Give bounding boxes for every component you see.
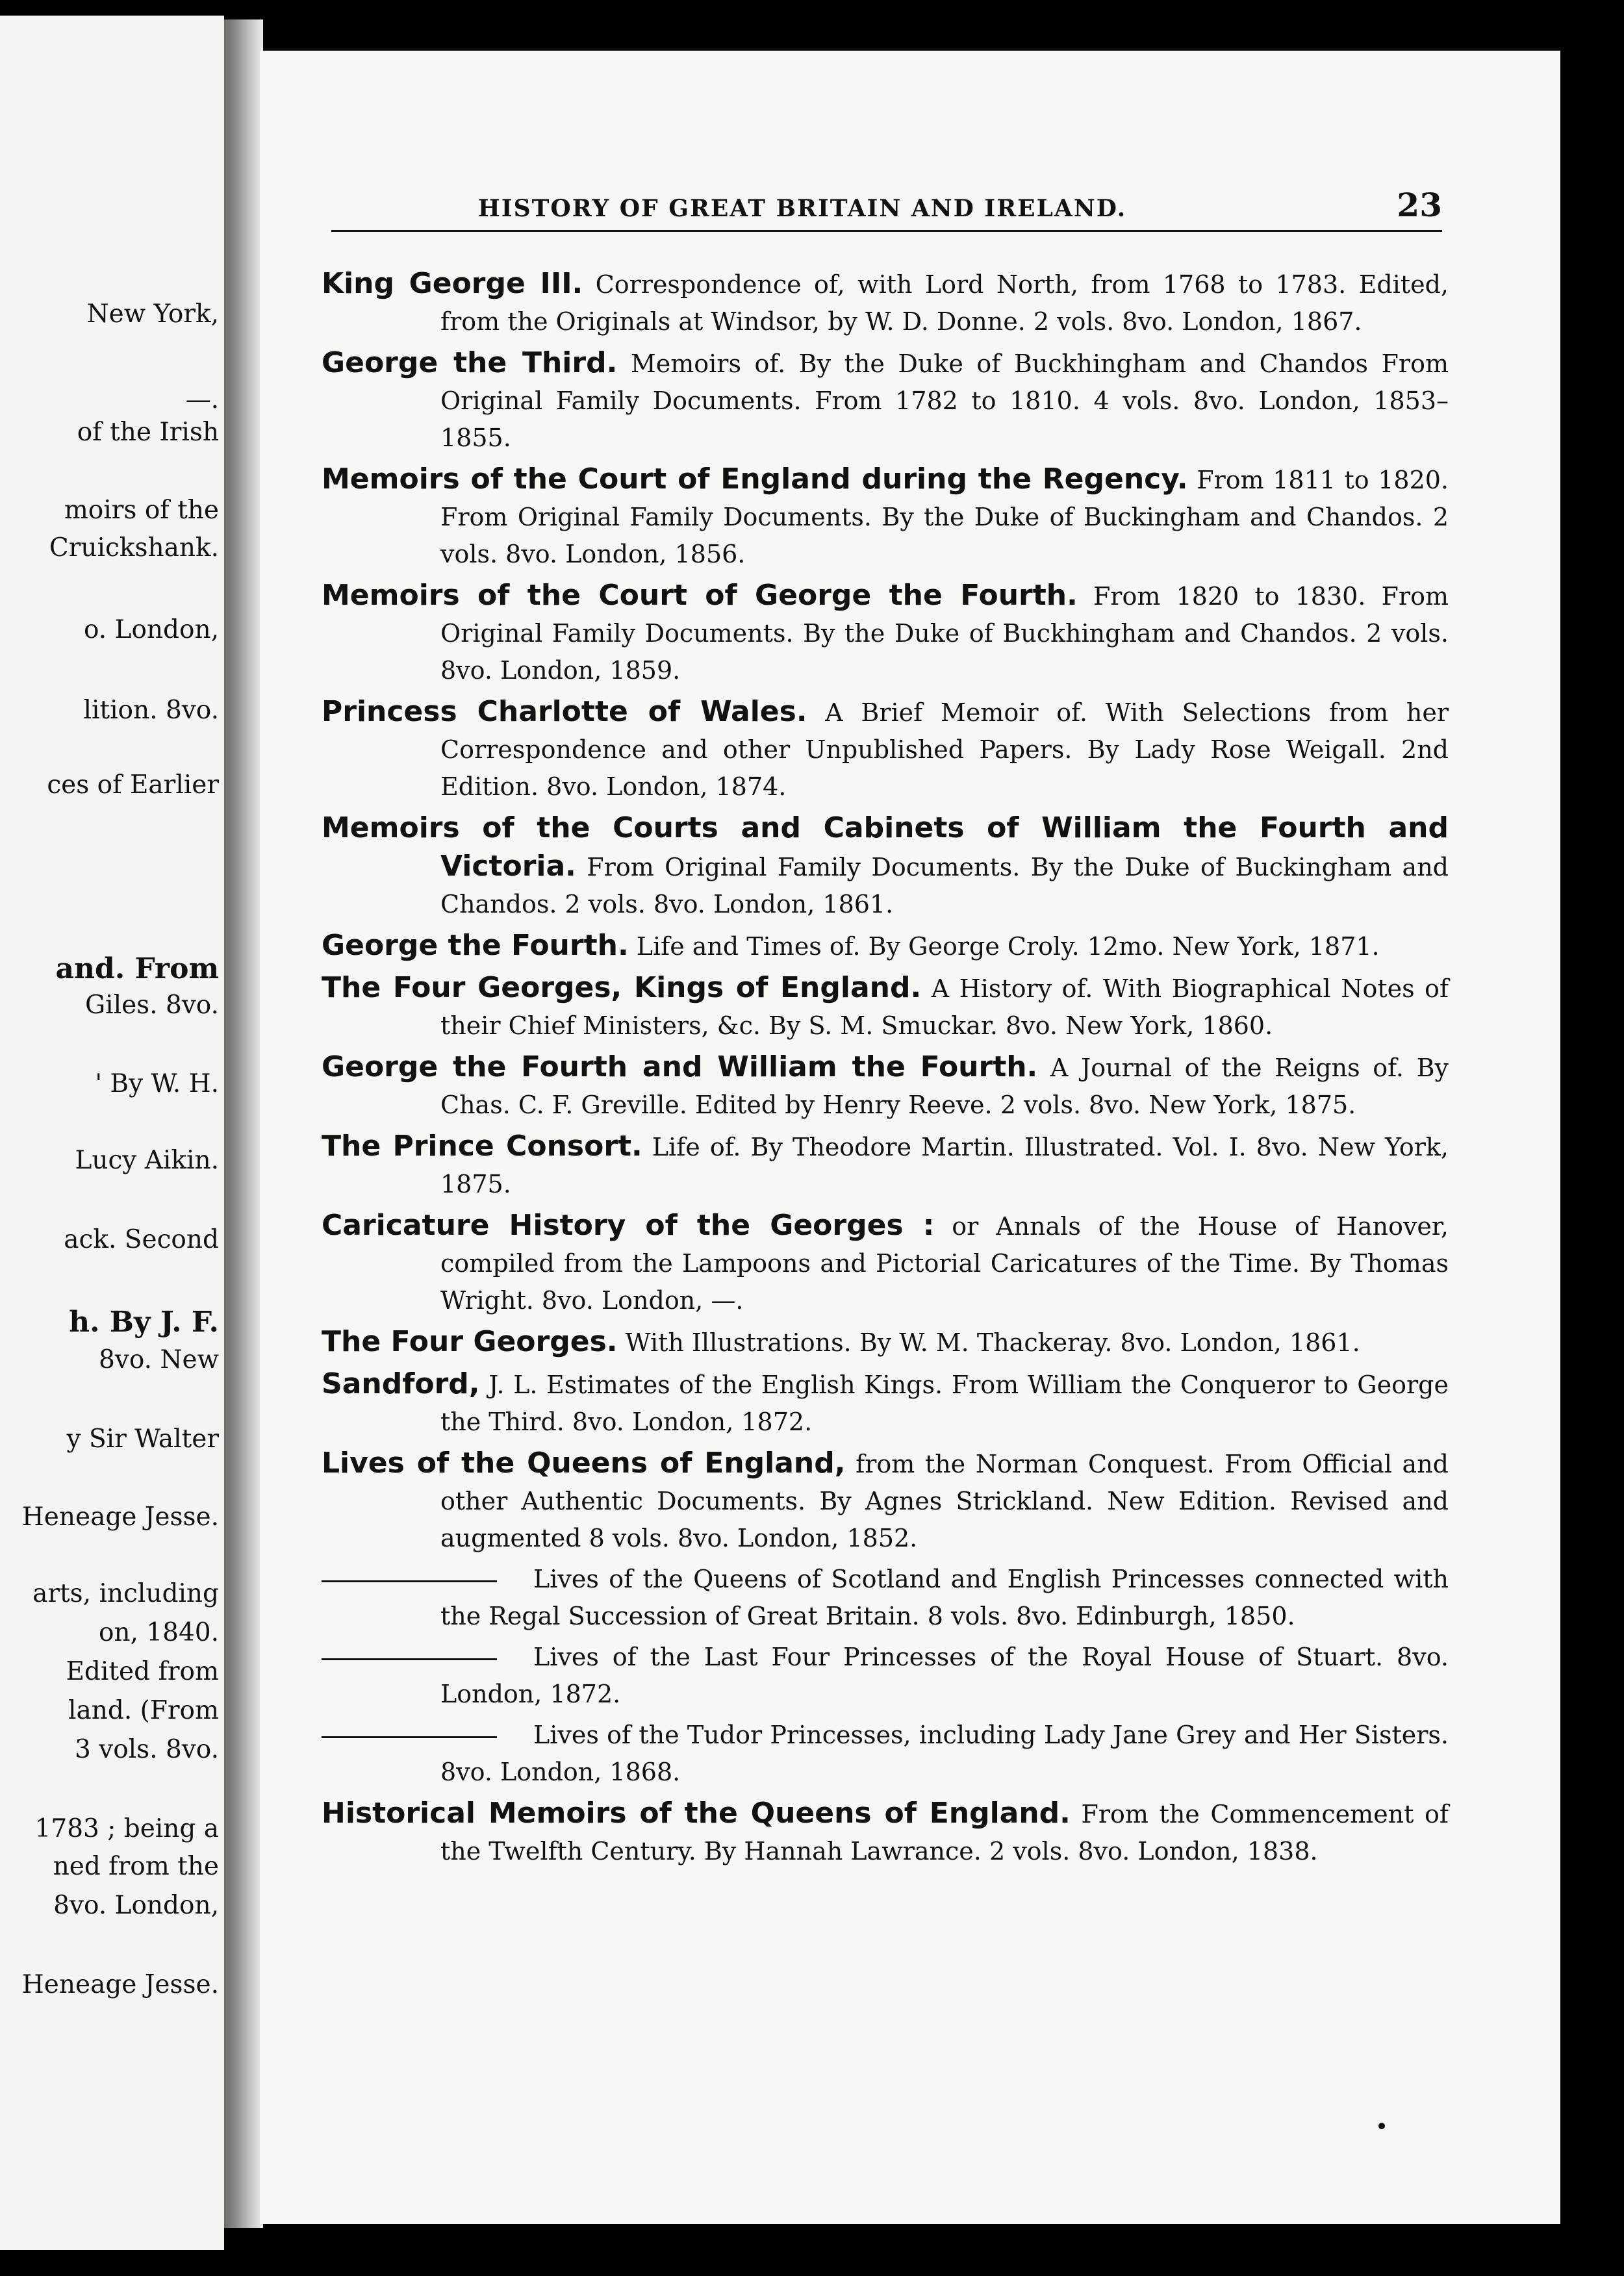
left-page-text-fragment: Edited from <box>66 1657 219 1686</box>
left-page-text-fragment: h. By J. F. <box>69 1306 219 1339</box>
entry-body: from the Norman Conquest. From Official and other Authentic Documents. By Agnes Strickland. New Edition. Revised and augmented 8 vols. 8vo. London, 1852. <box>440 1450 1449 1552</box>
bibliography-entry <box>322 1445 1449 1557</box>
left-page-text-fragment: Heneage Jesse. <box>21 1502 219 1532</box>
entry-heading: Princess Charlotte of Wales. <box>322 695 807 728</box>
running-title: HISTORY OF GREAT BRITAIN AND IRELAND. <box>477 195 1127 222</box>
bibliography-entry <box>322 1365 1449 1441</box>
entry-heading: Sandford, <box>322 1367 480 1400</box>
entry-body: J. L. Estimates of the English Kings. From William the Conqueror to George the Third. 8vo. London, 1872. <box>440 1371 1449 1436</box>
page-number: 23 <box>1397 186 1442 224</box>
entry-heading: King George III. <box>322 267 583 300</box>
left-page-text-fragment: of the Irish <box>77 418 219 447</box>
left-page-text-fragment: 8vo. London, <box>53 1891 219 1920</box>
bibliography-entry <box>322 1048 1449 1124</box>
entry-body: Lives of the Tudor Princesses, including Lady Jane Grey and Her Sisters. 8vo. London, 1868. <box>440 1721 1449 1786</box>
left-page-text-fragment: y Sir Walter <box>66 1424 219 1454</box>
left-page-text-fragment: land. (From <box>68 1696 219 1725</box>
left-page-text-fragment: o. London, <box>83 615 219 644</box>
entry-body: From Original Family Documents. By the Duke of Buckingham and Chandos. 2 vols. 8vo. London, 1861. <box>440 853 1449 918</box>
entry-heading: The Four Georges. <box>322 1325 618 1358</box>
left-page-text-fragment: Cruickshank. <box>49 533 219 563</box>
entry-heading: George the Third. <box>322 346 618 379</box>
bibliography-entry <box>322 809 1449 923</box>
bibliography-entry <box>322 693 1449 805</box>
left-page-text-fragment: on, 1840. <box>98 1618 219 1647</box>
bibliography-entry <box>322 461 1449 573</box>
entry-body: Lives of the Last Four Princesses of the Royal House of Stuart. 8vo. London, 1872. <box>440 1643 1449 1708</box>
ditto-rule <box>322 1736 497 1738</box>
entry-body: With Illustrations. By W. M. Thackeray. 8vo. London, 1861. <box>617 1328 1360 1357</box>
entry-heading: Memoirs of the Court of England during the Regency. <box>322 462 1188 496</box>
entry-heading: Memoirs of the Courts and Cabinets of William the Fourth and Victoria. <box>322 811 1449 883</box>
entry-heading: The Prince Consort. <box>322 1130 642 1163</box>
entry-body: Correspondence of, with Lord North, from 1768 to 1783. Edited, from the Originals at Windsor, by W. D. Donne. 2 vols. 8vo. London, 1867. <box>440 270 1449 336</box>
bibliography-entry <box>322 1639 1449 1713</box>
left-page-text-fragment: arts, including <box>32 1579 219 1608</box>
left-page-text-fragment: Giles. 8vo. <box>84 991 219 1020</box>
left-page-text-fragment: ack. Second <box>64 1225 219 1254</box>
bibliography-list <box>322 265 1449 1874</box>
ink-speck <box>1378 2123 1385 2129</box>
bibliography-entry <box>322 1207 1449 1319</box>
left-page-text-fragment: ned from the <box>53 1852 219 1881</box>
entry-heading: George the Fourth and William the Fourth. <box>322 1050 1038 1083</box>
entry-heading: Historical Memoirs of the Queens of England. <box>322 1797 1071 1830</box>
left-page-text-fragment: —. <box>185 385 219 414</box>
entry-body: Life of. By Theodore Martin. Illustrated. Vol. I. 8vo. New York, 1875. <box>440 1133 1449 1198</box>
left-page-text-fragment: 3 vols. 8vo. <box>74 1735 219 1764</box>
entry-body: A Journal of the Reigns of. By Chas. C. F. Greville. Edited by Henry Reeve. 2 vols. 8vo. New York, 1875. <box>440 1054 1449 1119</box>
entry-heading: The Four Georges, Kings of England. <box>322 971 922 1004</box>
entry-body: Lives of the Queens of Scotland and English Princesses connected with the Regal Succession of Great Britain. 8 vols. 8vo. Edinburgh, 1850. <box>440 1565 1449 1630</box>
ditto-rule <box>322 1580 497 1582</box>
entry-body: From the Commencement of the Twelfth Century. By Hannah Lawrance. 2 vols. 8vo. London, 1838. <box>440 1800 1449 1865</box>
book-gutter <box>224 19 263 2228</box>
book-page <box>260 51 1560 2224</box>
bibliography-entry <box>322 1717 1449 1791</box>
left-page-text-fragment: New York, <box>86 299 219 329</box>
bibliography-entry <box>322 969 1449 1044</box>
bibliography-entry <box>322 1795 1449 1870</box>
previous-page-fragment <box>0 16 224 2250</box>
left-page-text-fragment: ces of Earlier <box>47 770 219 800</box>
bibliography-entry <box>322 265 1449 340</box>
entry-body: or Annals of the House of Hanover, compiled from the Lampoons and Pictorial Caricatures of the Time. By Thomas Wright. 8vo. London, —. <box>440 1212 1449 1315</box>
entry-body: From 1811 to 1820. From Original Family Documents. By the Duke of Buckingham and Chandos. 2 vols. 8vo. London, 1856. <box>440 466 1449 568</box>
bibliography-entry <box>322 1128 1449 1203</box>
page-header <box>331 188 1442 240</box>
left-page-text-fragment: and. From <box>55 952 219 985</box>
bibliography-entry <box>322 344 1449 457</box>
entry-heading: Memoirs of the Court of George the Fourth. <box>322 579 1078 612</box>
entry-heading: Lives of the Queens of England, <box>322 1447 846 1480</box>
entry-heading: George the Fourth. <box>322 929 629 962</box>
bibliography-entry <box>322 577 1449 689</box>
left-page-text-fragment: Heneage Jesse. <box>21 1970 219 1999</box>
left-page-text-fragment: 8vo. New <box>98 1345 219 1374</box>
entry-heading: Caricature History of the Georges : <box>322 1209 935 1242</box>
left-page-text-fragment: ' By W. H. <box>95 1069 219 1098</box>
entry-body: A History of. With Biographical Notes of their Chief Ministers, &c. By S. M. Smuckar. 8vo. New York, 1860. <box>440 974 1449 1040</box>
bibliography-entry <box>322 1323 1449 1361</box>
bibliography-entry <box>322 927 1449 965</box>
left-page-text-fragment: moirs of the <box>64 496 219 525</box>
entry-body: From 1820 to 1830. From Original Family Documents. By the Duke of Buckhingham and Chandos. 2 vols. 8vo. London, 1859. <box>440 582 1449 685</box>
left-page-text-fragment: 1783 ; being a <box>34 1814 219 1843</box>
bibliography-entry <box>322 1561 1449 1635</box>
header-rule <box>331 230 1442 232</box>
entry-body: Memoirs of. By the Duke of Buckhingham and Chandos From Original Family Documents. From 1782 to 1810. 4 vols. 8vo. London, 1853–1855. <box>440 349 1449 452</box>
entry-body: A Brief Memoir of. With Selections from her Correspondence and other Unpublished Papers. By Lady Rose Weigall. 2nd Edition. 8vo. London, 1874. <box>440 698 1449 801</box>
ditto-rule <box>322 1658 497 1660</box>
entry-body: Life and Times of. By George Croly. 12mo. New York, 1871. <box>628 932 1380 961</box>
left-page-text-fragment: Lucy Aikin. <box>75 1146 219 1175</box>
left-page-text-fragment: lition. 8vo. <box>83 696 219 725</box>
